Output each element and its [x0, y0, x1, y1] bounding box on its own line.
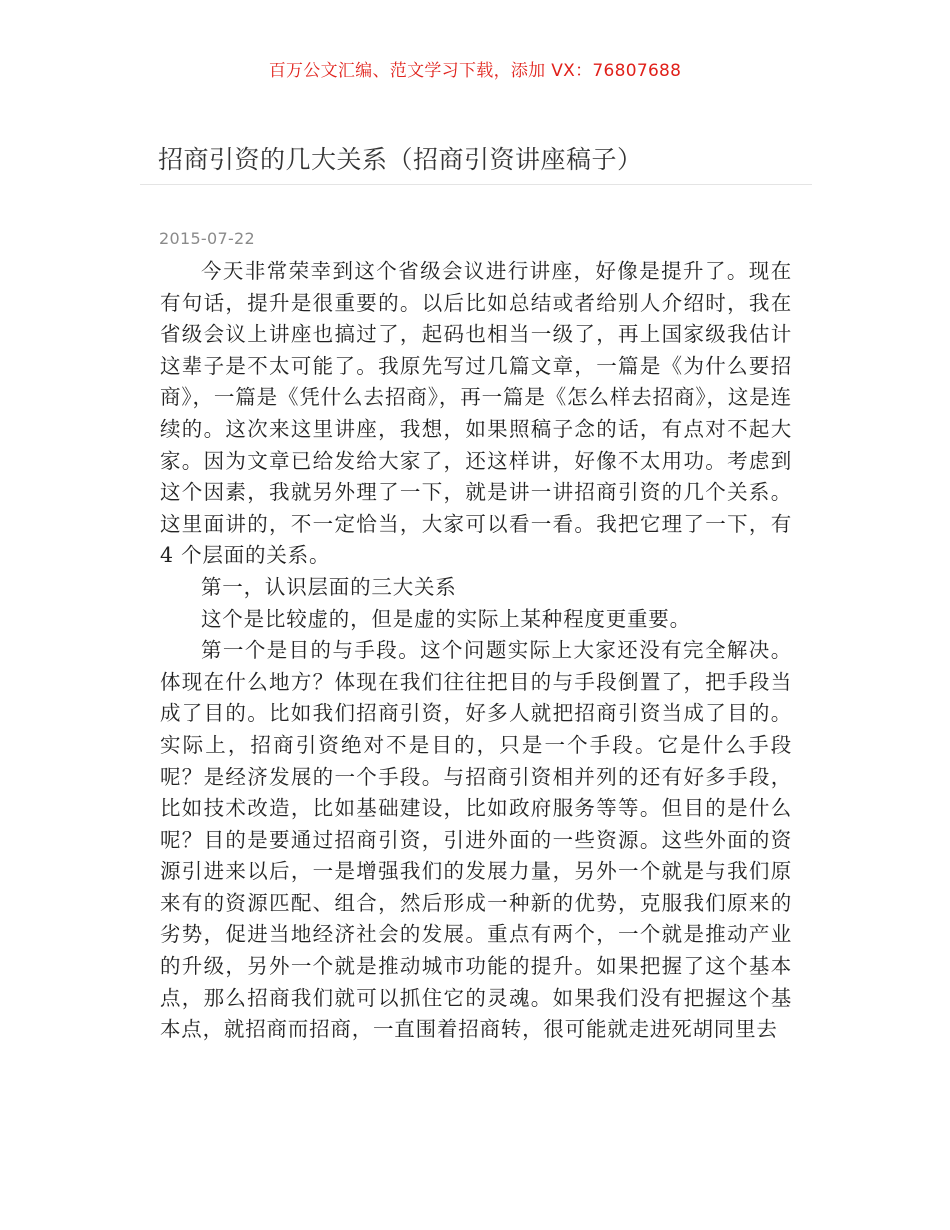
section-heading: 第一，认识层面的三大关系: [201, 574, 457, 599]
paragraph-note: 这个是比较虚的，但是虚的实际上某种程度更重要。: [201, 606, 691, 631]
article-body: [160, 256, 792, 1046]
watermark-banner: 百万公文汇编、范文学习下载，添加 VX：76807688: [268, 61, 682, 81]
publish-date: 2015-07-22: [159, 229, 255, 248]
paragraph-intro: 今天非常荣幸到这个省级会议进行讲座，好像是提升了。现在有句话，提升是很重要的。以后比如总结或者给别人介绍时，我在省级会议上讲座也搞过了，起码也相当一级了，再上国家级我估计这辈子是不太可能了。我原先写过几篇文章，一篇是《为什么要招商》，一篇是《凭什么去招商》，再一篇是《怎么样去招商》，这是连续的。这次来这里讲座，我想，如果照稿子念的话，有点对不起大家。因为文章已给发给大家了，还这样讲，好像不太用功。考虑到这个因素，我就另外理了一下，就是讲一讲招商引资的几个关系。这里面讲的，不一定恰当，大家可以看一看。我把它理了一下，有 4 个层面的关系。: [160, 259, 792, 568]
article-title: 招商引资的几大关系（招商引资讲座稿子）: [158, 145, 643, 174]
title-divider: [140, 184, 812, 185]
paragraph-goal-and-means: 第一个是目的与手段。这个问题实际上大家还没有完全解决。体现在什么地方？体现在我们往往把目的与手段倒置了，把手段当成了目的。比如我们招商引资，好多人就把招商引资当成了目的。实际上，招商引资绝对不是目的，只是一个手段。它是什么手段呢？是经济发展的一个手段。与招商引资相并列的还有好多手段，比如技术改造，比如基础建设，比如政府服务等等。但目的是什么呢？目的是要通过招商引资，引进外面的一些资源。这些外面的资源引进来以后，一是增强我们的发展力量，另外一个就是与我们原来有的资源匹配、组合，然后形成一种新的优势，克服我们原来的劣势，促进当地经济社会的发展。重点有两个，一个就是推动产业的升级，另外一个就是推动城市功能的提升。如果把握了这个基本点，那么招商我们就可以抓住它的灵魂。如果我们没有把握这个基本点，就招商而招商，一直围着招商转，很可能就走进死胡同里去: [160, 638, 792, 1042]
